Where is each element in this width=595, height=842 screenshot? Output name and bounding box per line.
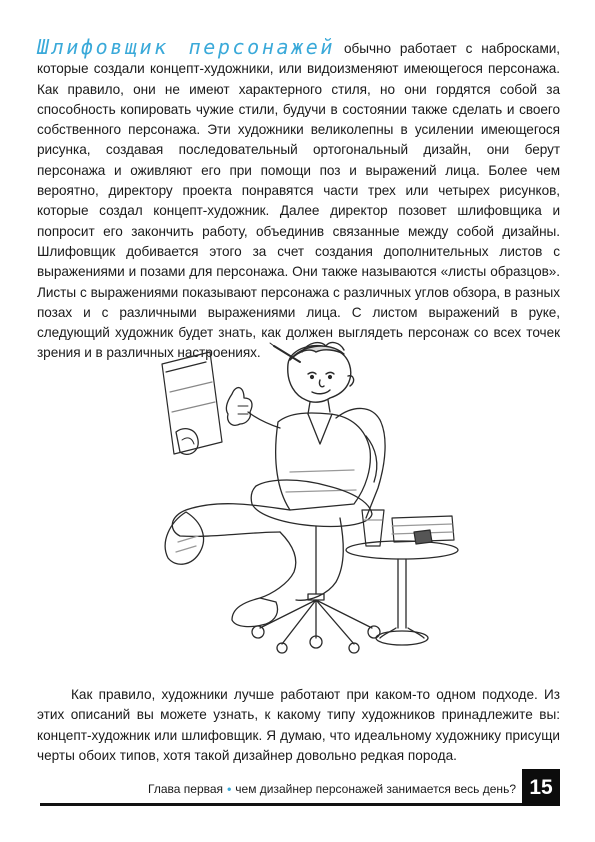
character-torso xyxy=(248,400,377,510)
body-paragraph-2 xyxy=(37,685,560,766)
footer-chapter: Глава первая xyxy=(148,782,224,796)
footer-separator: • xyxy=(227,782,232,796)
side-table xyxy=(346,541,458,645)
body-paragraph-1 xyxy=(37,36,560,364)
office-chair xyxy=(251,408,385,653)
page-number: 15 xyxy=(522,769,560,806)
body-paragraph-2-text: Как правило, художники лучше работают при каком-то одном подходе. Из этих описаний вы можете узнать, к какому типу художников принадлежите вы: концепт-художник или шлифовщик. Я думаю, что идеальному художнику присущи черты обоих типов, хотя такой дизайнер довольно редкая порода. xyxy=(37,687,560,763)
section-title-word: Шлифовщик персонажей xyxy=(37,35,336,59)
footer-section-title: чем дизайнер персонажей занимается весь день? xyxy=(235,782,516,796)
character-sketch-illustration xyxy=(140,332,460,682)
body-paragraph-1-text: обычно работает с набросками, которые создали концепт-художники, или видоизменяют имеющегося персонажа. Как правило, они не имеют характерного стиля, но они гордятся собой за способность копировать чужие стили, будучи в состоянии также сделать и своего собственного персонажа. Эти художники великолепны в усилении имеющегося рисунка, создавая последовательный ортогональный дизайн, они берут персонажа и оживляют его при помощи поз и выражений лица. Более чем вероятно, директору проекта понравятся части трех или четырех рисунков, которые создал концепт-художник. Далее директор позовет шлифовщика и попросит его закончить работу, объединив связанные между собой дизайны. Шлифовщик добивается этого за счет создания дополнительных листов с выражениями и позами для персонажа. Они также называются «листы образцов». Листы с выражениями показывают персонажа с различных углов обзора, в разных позах и с различными выражениями лица. С листом выражений в руке, следующий художник будет знать, как должен выглядеть персонаж со всех точек зрения и в различных настроениях. xyxy=(37,41,561,361)
character-head xyxy=(288,343,354,403)
running-footer xyxy=(148,782,516,796)
paper-sketch xyxy=(162,352,222,454)
footer-rule xyxy=(40,803,524,806)
page-footer xyxy=(40,769,560,809)
